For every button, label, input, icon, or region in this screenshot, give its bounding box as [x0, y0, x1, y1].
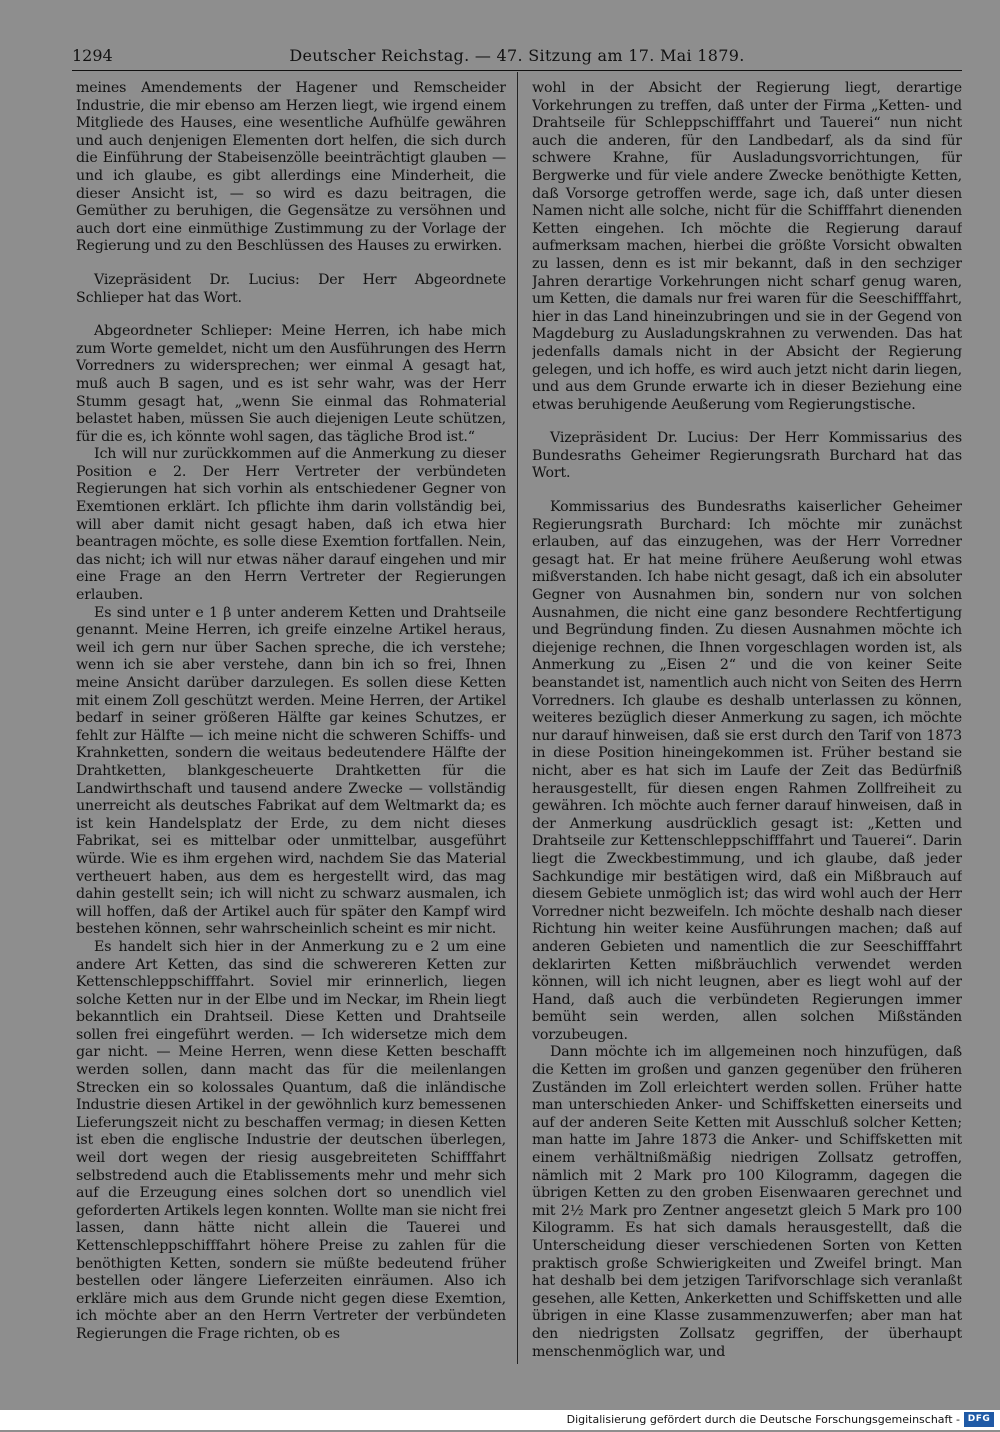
paragraph: Dann möchte ich im allgemeinen noch hinzufügen, daß die Ketten im großen und ganzen gegenüber den früheren Zuständen im Zoll erleichtert werden sollen. Früher hatte man unterschieden Anker- und Schiffsketten einerseits und auf der anderen Seite Ketten mit Ausschluß solcher Ketten; man hatte im Jahre 1873 die Anker- und Schiffsketten mit einem verhältnißmäßig niedrigen Zollsatz getroffen, nämlich mit 2 Mark pro 100 Kilogramm, dagegen die übrigen Ketten zu den groben Eisenwaaren gerechnet und mit 2½ Mark pro Zentner angesetzt gleich 5 Mark pro 100 Kilogramm. Es hat sich damals herausgestellt, daß die Unterscheidung dieser verschiedenen Sorten von Ketten praktisch große Schwierigkeiten und Zweifel bringt. Man hat deshalb bei dem jetzigen Tarifvorschlage sich veranlaßt gesehen, alle Ketten, Ankerketten und Schiffsketten und alle übrigen in eine Klasse zusammenzuwerfen; aber man hat den niedrigsten Zollsatz gegriffen, der überhaupt menschenmöglich war, und [532, 1044, 962, 1360]
funding-note: Digitalisierung gefördert durch die Deutsche Forschungsgemeinschaft - [566, 1413, 960, 1426]
paragraph: Vizepräsident Dr. Lucius: Der Herr Abgeordnete Schlieper hat das Wort. [76, 271, 506, 306]
footer-bar [0, 1410, 1000, 1430]
header-rule [72, 70, 962, 71]
page-header [72, 44, 962, 68]
paragraph: Es handelt sich hier in der Anmerkung zu e 2 um eine andere Art Ketten, das sind die schwereren Ketten zur Kettenschleppschifffahrt. Soviel mir erinnerlich, liegen solche Ketten nur in der Elbe und im Neckar, im Rhein liegt bekanntlich ein Drahtseil. Diese Ketten und Drahtseile sollen frei eingeführt werden. — Ich widersetze mich dem gar nicht. — Meine Herren, wenn diese Ketten beschafft werden sollen, dann macht das für die meilenlangen Strecken ein so kolossales Quantum, daß die inländische Industrie diesen Artikel in der gewöhnlich kurz bemessenen Lieferungszeit nicht zu beschaffen vermag; in diesen Ketten ist eben die englische Industrie der deutschen überlegen, weil dort wegen der riesig ausgebreiteten Schifffahrt selbstredend auch die Etablissements mehr und mehr sich auf die Erzeugung eines solchen dort so unendlich viel geforderten Artikels legen konnten. Wollte man sie nicht frei lassen, dann hätte nicht allein die Tauerei und Kettenschleppschifffahrt höhere Preise zu zahlen für die benöthigten Ketten, sondern sie müßte bedeutend früher bestellen oder längere Lieferzeiten einräumen. Also ich erkläre mich aus dem Grunde nicht gegen diese Exemtion, ich möchte aber an den Herrn Vertreter der verbündeten Regierungen die Frage richten, ob es [76, 938, 506, 1342]
paragraph: meines Amendements der Hagener und Remscheider Industrie, die mir ebenso am Herzen liegt, wie irgend einem Mitgliede des Hauses, eine wesentliche Aufhülfe gewähren und auch denjenigen Elementen dort helfen, die sich durch die Einführung der Stabeisenzölle beeinträchtigt glauben — und ich glaube, es gibt allerdings eine Minderheit, die dieser Ansicht ist, — so wird es dazu beitragen, die Gemüther zu beruhigen, die Gegensätze zu versöhnen und auch dort eine einmüthige Zustimmung zu der Vorlage der Regierung und zu den Beschlüssen des Hauses zu erwirken. [76, 80, 506, 255]
column-divider [517, 72, 518, 1364]
paragraph: Kommissarius des Bundesraths kaiserlicher Geheimer Regierungsrath Burchard: Ich möchte mir zunächst erlauben, auf das einzugehen, was der Herr Vorredner gesagt hat. Er hat meine frühere Aeußerung wohl etwas mißverstanden. Ich habe nicht gesagt, daß ich ein absoluter Gegner von Ausnahmen bin, sondern nur von solchen Ausnahmen, die nicht eine ganz besondere Rechtfertigung und Begründung finden. Zu diesen Ausnahmen möchte ich diejenige rechnen, die Ihnen vorgeschlagen worden ist, als Anmerkung zu „Eisen 2“ und die von keiner Seite beanstandet ist, namentlich auch nicht von Seiten des Herrn Vorredners. Ich glaube es deshalb unterlassen zu können, weiteres bezüglich dieser Anmerkung zu sagen, ich möchte nur darauf hinweisen, daß sie erst durch den Tarif von 1873 in diese Position hineingekommen ist. Früher bestand sie nicht, aber es hat sich im Laufe der Zeit das Bedürfniß herausgestellt, für diesen engen Rahmen Zollfreiheit zu gewähren. Ich möchte auch ferner darauf hinweisen, daß in der Anmerkung ausdrücklich gesagt ist: „Ketten und Drahtseile zur Kettenschleppschifffahrt und Tauerei“. Darin liegt die Zweckbestimmung, und ich glaube, daß jeder Sachkundige mir bestätigen wird, daß ein Mißbrauch auf diesem Gebiete unmöglich ist; das wird wohl auch der Herr Vorredner nicht bezweifeln. Ich möchte deshalb nach dieser Richtung hin weiter keine Ausführungen machen; daß auf anderen Gebieten und namentlich die zur Seeschifffahrt deklarirten Ketten mißbräuchlich verwendet werden können, will ich nicht leugnen, aber es liegt wohl auf der Hand, daß auch die verbündeten Regierungen immer bemüht sein werden, allen solchen Mißständen vorzubeugen. [532, 499, 962, 1043]
paragraph: Es sind unter e 1 β unter anderem Ketten und Drahtseile genannt. Meine Herren, ich greife einzelne Artikel heraus, weil ich gern nur über Sachen spreche, die ich verstehe; wenn ich sie aber verstehe, dann bin ich so frei, Ihnen meine Ansicht darüber darzulegen. Es sollen diese Ketten mit einem Zoll geschützt werden. Meine Herren, der Artikel bedarf in seiner größeren Hälfte gar keines Schutzes, er fehlt zur Hälfte — ich meine nicht die schweren Schiffs- und Krahnketten, sondern die weitaus bedeutendere Hälfte der Drahtketten, blankgescheuerte Drahtketten für die Landwirthschaft und tausend andere Zwecke — vollständig unerreicht als deutsches Fabrikat auf dem Weltmarkt da; es ist kein Handelsplatz der Erde, zu dem nicht dieses Fabrikat, sei es mittelbar oder unmittelbar, ausgeführt würde. Wie es ihm ergehen wird, nachdem Sie das Material vertheuert haben, aus dem es hergestellt wird, das mag dahin gestellt sein; ich will nicht zu schwarz ausmalen, ich will hoffen, daß der Artikel auch für später den Kampf wird bestehen können, sehr wahrscheinlich scheint es mir nicht. [76, 604, 506, 938]
running-title: Deutscher Reichstag. — 47. Sitzung am 17. Mai 1879. [289, 46, 745, 65]
paragraph: Abgeordneter Schlieper: Meine Herren, ich habe mich zum Worte gemeldet, nicht um den Ausführungen des Herrn Vorredners zu widersprechen; wer einmal A gesagt hat, muß auch B sagen, und es ist sehr wahr, was der Herr Stumm gesagt hat, „wenn Sie einmal das Rohmaterial belastet haben, müssen Sie auch diejenigen Leute schützen, für die es, ich könnte wohl sagen, das tägliche Brod ist.“ [76, 323, 506, 445]
paragraph: Ich will nur zurückkommen auf die Anmerkung zu dieser Position e 2. Der Herr Vertreter der verbündeten Regierungen hat sich vorhin als entschiedener Gegner von Exemtionen erklärt. Ich pflichte ihm darin vollständig bei, will aber damit nicht gesagt haben, daß ich etwa hier beantragen möchte, es solle diese Exemtion fortfallen. Nein, das nicht; ich will nur etwas näher darauf eingehen und mir eine Frage an den Herrn Vertreter der Regierungen erlauben. [76, 446, 506, 604]
left-column [76, 80, 506, 1370]
paragraph: Vizepräsident Dr. Lucius: Der Herr Kommissarius des Bundesraths Geheimer Regierungsrath Burchard hat das Wort. [532, 430, 962, 482]
dfg-logo: DFG [964, 1412, 994, 1427]
paragraph: wohl in der Absicht der Regierung liegt, derartige Vorkehrungen zu treffen, daß unter der Firma „Ketten- und Drahtseile für Schleppschifffahrt und Tauerei“ nun nicht auch die anderen, für den Landbedarf, als da sind für schwere Krahne, für Ausladungsvorrichtungen, für Bergwerke und für viele andere Zwecke benöthigte Ketten, daß Vorsorge getroffen werde, sage ich, daß unter diesen Namen nicht alle solche, nicht für die Schifffahrt dienenden Ketten eingehen. Ich möchte die Regierung darauf aufmerksam machen, hierbei die größte Vorsicht obwalten zu lassen, denn es ist mir bekannt, daß in den sechziger Jahren derartige Vorkehrungen nicht scharf genug waren, um Ketten, die damals nur frei waren für die Seeschifffahrt, hier in das Land hineinzubringen und sie in der Gegend von Magdeburg zu Ausladungskrahnen zu verwenden. Das hat jedenfalls damals nicht in der Absicht der Regierung gelegen, und ich hoffe, es wird auch jetzt nicht darin liegen, und aus dem Grunde erwarte ich in dieser Beziehung eine etwas beruhigende Aeußerung vom Regierungstische. [532, 80, 962, 413]
right-column [532, 80, 962, 1370]
page-number: 1294 [72, 46, 113, 65]
